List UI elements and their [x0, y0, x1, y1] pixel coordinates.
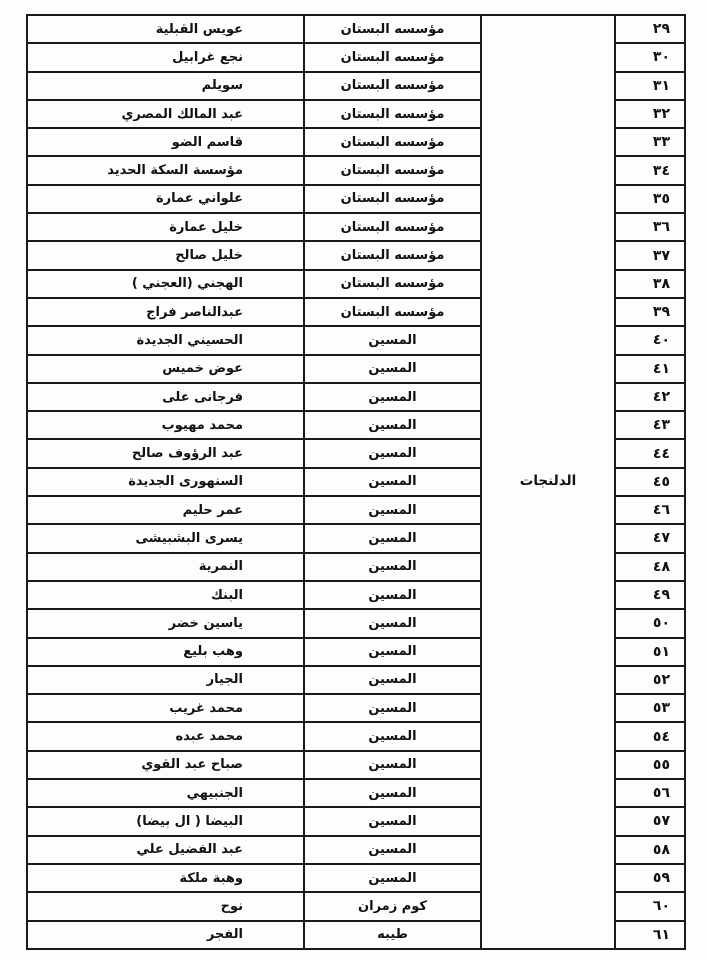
row-number: ٥٥ — [615, 751, 685, 779]
unit-name-cell: مؤسسه البستان — [304, 156, 481, 184]
row-number: ٤٥ — [615, 468, 685, 496]
row-number: ٤٩ — [615, 581, 685, 609]
village-name-cell: قاسم الضو — [27, 128, 304, 156]
row-number: ٤٧ — [615, 524, 685, 552]
unit-name-cell: المسين — [304, 581, 481, 609]
unit-name-cell: مؤسسه البستان — [304, 43, 481, 71]
row-number: ٦٠ — [615, 892, 685, 920]
unit-name-cell: المسين — [304, 524, 481, 552]
unit-name-cell: المسين — [304, 553, 481, 581]
village-name-cell: عوض خميس — [27, 355, 304, 383]
village-name-cell: الحسيني الجديدة — [27, 326, 304, 354]
village-name-cell: نجع غرابيل — [27, 43, 304, 71]
village-name-cell: عبد الرؤوف صالح — [27, 439, 304, 467]
unit-name-cell: المسين — [304, 751, 481, 779]
village-name-cell: الهجني (العجني ) — [27, 270, 304, 298]
village-name-cell: ياسين خضر — [27, 609, 304, 637]
row-number: ٤٤ — [615, 439, 685, 467]
row-number: ٣٨ — [615, 270, 685, 298]
village-name-cell: عبدالناصر فراج — [27, 298, 304, 326]
row-number: ٢٩ — [615, 15, 685, 43]
row-number: ٤٦ — [615, 496, 685, 524]
unit-name-cell: المسين — [304, 836, 481, 864]
row-number: ٤٠ — [615, 326, 685, 354]
unit-name-cell: المسين — [304, 694, 481, 722]
row-number: ٥٣ — [615, 694, 685, 722]
unit-name-cell: المسين — [304, 807, 481, 835]
row-number: ٥٦ — [615, 779, 685, 807]
row-number: ٣٣ — [615, 128, 685, 156]
village-name-cell: عبد الفضيل علي — [27, 836, 304, 864]
row-number: ٥٠ — [615, 609, 685, 637]
row-number: ٥١ — [615, 638, 685, 666]
row-number: ٣٦ — [615, 213, 685, 241]
villages-table — [26, 14, 686, 950]
village-name-cell: عبد المالك المصري — [27, 100, 304, 128]
unit-name-cell: مؤسسه البستان — [304, 72, 481, 100]
village-name-cell: عويس القبلية — [27, 15, 304, 43]
row-number: ٣٧ — [615, 241, 685, 269]
row-number: ٣٢ — [615, 100, 685, 128]
table-body — [27, 15, 685, 949]
unit-name-cell: المسين — [304, 864, 481, 892]
unit-name-cell: المسين — [304, 722, 481, 750]
row-number: ٤١ — [615, 355, 685, 383]
village-name-cell: علواني عمارة — [27, 185, 304, 213]
village-name-cell: البيضا ( ال بيضا) — [27, 807, 304, 835]
row-number: ٥٢ — [615, 666, 685, 694]
unit-name-cell: مؤسسه البستان — [304, 213, 481, 241]
unit-name-cell: مؤسسه البستان — [304, 185, 481, 213]
village-name-cell: الجيار — [27, 666, 304, 694]
row-number: ٣٥ — [615, 185, 685, 213]
village-name-cell: خليل عمارة — [27, 213, 304, 241]
village-name-cell: محمد غريب — [27, 694, 304, 722]
row-number: ٣٠ — [615, 43, 685, 71]
village-name-cell: فرجانى على — [27, 383, 304, 411]
unit-name-cell: المسين — [304, 779, 481, 807]
village-name-cell: صباح عبد القوي — [27, 751, 304, 779]
village-name-cell: خليل صالح — [27, 241, 304, 269]
village-name-cell: محمد عبده — [27, 722, 304, 750]
village-name-cell: وهبة ملكة — [27, 864, 304, 892]
village-name-cell: الجنبيهي — [27, 779, 304, 807]
unit-name-cell: مؤسسه البستان — [304, 100, 481, 128]
village-name-cell: وهب بليع — [27, 638, 304, 666]
unit-name-cell: المسين — [304, 383, 481, 411]
village-name-cell: النمرية — [27, 553, 304, 581]
table-row — [27, 15, 685, 43]
unit-name-cell: مؤسسه البستان — [304, 298, 481, 326]
village-name-cell: يسرى البشبيشى — [27, 524, 304, 552]
unit-name-cell: مؤسسه البستان — [304, 128, 481, 156]
row-number: ٥٩ — [615, 864, 685, 892]
village-name-cell: البنك — [27, 581, 304, 609]
row-number: ٣٤ — [615, 156, 685, 184]
unit-name-cell: المسين — [304, 609, 481, 637]
unit-name-cell: المسين — [304, 666, 481, 694]
row-number: ٤٨ — [615, 553, 685, 581]
row-number: ٥٤ — [615, 722, 685, 750]
unit-name-cell: المسين — [304, 355, 481, 383]
row-number: ٥٨ — [615, 836, 685, 864]
unit-name-cell: مؤسسه البستان — [304, 270, 481, 298]
center-name-cell: الدلنجات — [481, 15, 615, 949]
village-name-cell: نوح — [27, 892, 304, 920]
unit-name-cell: مؤسسه البستان — [304, 15, 481, 43]
village-name-cell: مؤسسة السكة الحديد — [27, 156, 304, 184]
unit-name-cell: كوم زمران — [304, 892, 481, 920]
village-name-cell: السنهورى الجديدة — [27, 468, 304, 496]
unit-name-cell: مؤسسه البستان — [304, 241, 481, 269]
unit-name-cell: المسين — [304, 496, 481, 524]
row-number: ٣٩ — [615, 298, 685, 326]
unit-name-cell: المسين — [304, 326, 481, 354]
row-number: ٤٣ — [615, 411, 685, 439]
village-name-cell: محمد مهيوب — [27, 411, 304, 439]
row-number: ٥٧ — [615, 807, 685, 835]
unit-name-cell: المسين — [304, 638, 481, 666]
unit-name-cell: المسين — [304, 411, 481, 439]
village-name-cell: سويلم — [27, 72, 304, 100]
row-number: ٦١ — [615, 921, 685, 949]
row-number: ٤٢ — [615, 383, 685, 411]
village-name-cell: الفجر — [27, 921, 304, 949]
row-number: ٣١ — [615, 72, 685, 100]
unit-name-cell: طيبه — [304, 921, 481, 949]
unit-name-cell: المسين — [304, 439, 481, 467]
unit-name-cell: المسين — [304, 468, 481, 496]
village-name-cell: عمر حليم — [27, 496, 304, 524]
